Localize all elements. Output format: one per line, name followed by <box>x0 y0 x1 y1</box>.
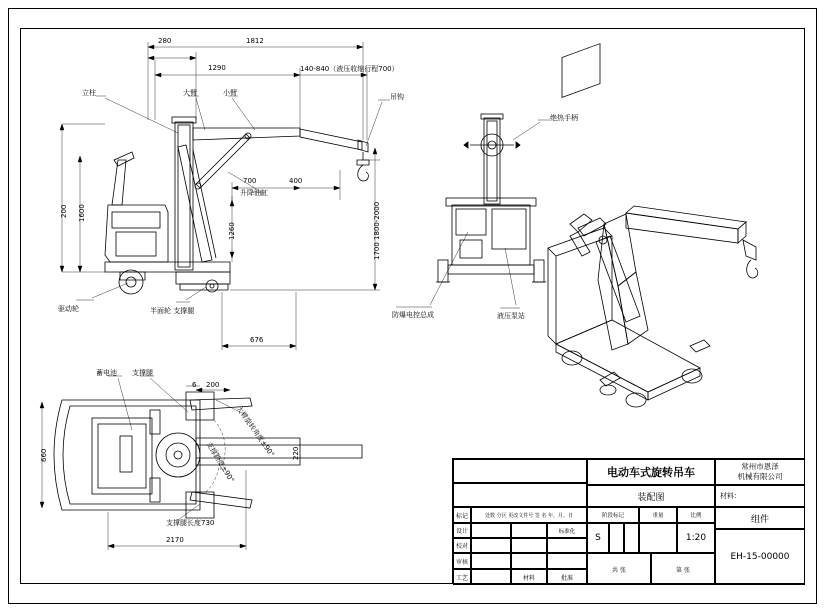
tb-stage-blank-2 <box>624 523 639 553</box>
tb-sign-3 <box>471 553 511 569</box>
tb-stage-header: 阶段标记 <box>587 507 639 523</box>
callout-support-leg-length: 支撑腿长度730 <box>166 519 215 527</box>
dim-700: 700 <box>243 177 257 185</box>
tb-row-sub-2 <box>547 538 587 553</box>
tb-row-sub-1: 标准化 <box>547 523 587 538</box>
callout-hand-brake: 绝热手柄 <box>550 114 578 122</box>
callout-drive-wheel: 驱动轮 <box>58 305 79 313</box>
callout-support-leg: 支撑腿 <box>132 369 153 377</box>
tb-material-col: 材料 <box>511 569 547 585</box>
material-label: 材料： <box>715 485 805 507</box>
dim-1812: 1812 <box>246 37 264 45</box>
company-name <box>715 459 805 485</box>
dim-220-top: 220 <box>292 446 300 460</box>
tb-revision-block <box>453 459 587 483</box>
tb-date-1 <box>511 523 547 538</box>
dim-6-top: 6 <box>192 381 197 389</box>
material-value: 组件 <box>715 507 805 529</box>
dim-200-top: 200 <box>206 381 220 389</box>
tb-sign-2 <box>471 538 511 553</box>
tb-row-sub-0: 处数 分区 更改文件号 签 名 年、月、日 <box>471 507 587 523</box>
drawing-subtitle: 装配图 <box>587 485 715 507</box>
tb-weight-header: 重量 <box>639 507 677 523</box>
tb-row-label-3: 审核 <box>453 553 471 569</box>
tb-weight-value <box>639 523 677 553</box>
tb-row-label-4: 工艺 <box>453 569 471 585</box>
drawing-number: EH-15-00000 <box>715 529 805 585</box>
company-line-1: 常州市恩泽 <box>741 462 779 472</box>
tb-revision-block-2 <box>453 483 587 507</box>
callout-battery: 蓄电池 <box>96 369 117 377</box>
dim-676: 676 <box>250 336 264 344</box>
callout-hydraulic-pump: 液压泵站 <box>497 312 525 320</box>
tb-sheet-number: 第 张 <box>651 553 715 585</box>
dim-1700: 1700 1800-2000 <box>373 201 381 260</box>
drawing-title: 电动车式旋转吊车 <box>587 459 715 485</box>
dim-1260: 1600 <box>78 204 86 222</box>
callout-small-boom: 小臂 <box>223 89 237 97</box>
title-block <box>452 458 805 584</box>
dim-2170: 2170 <box>166 536 184 544</box>
tb-sign-4 <box>471 569 511 585</box>
dim-280: 280 <box>158 37 172 45</box>
tb-scale-value: 1:20 <box>677 523 715 553</box>
callout-rotation-angle: 大臂旋转角度±90° <box>234 404 276 459</box>
callout-mast: 立柱 <box>82 89 96 97</box>
tb-row-label-2: 校对 <box>453 538 471 553</box>
dim-400: 400 <box>289 177 303 185</box>
tb-date-3 <box>511 553 547 569</box>
company-line-2: 机械有限公司 <box>737 472 783 481</box>
callout-anti-explosion: 防爆电控总成 <box>392 311 434 319</box>
dim-1290: 1290 <box>208 64 226 72</box>
dim-140-840: 140-840（液压收缩行程700） <box>300 65 399 73</box>
callout-main-boom: 大臂 <box>183 89 197 97</box>
tb-row-sub-3 <box>547 553 587 569</box>
callout-support-span: 支撑跨度±90° <box>204 440 236 485</box>
callout-hook: 吊钩 <box>390 93 404 101</box>
dim-1600: 200 <box>60 204 68 218</box>
callout-lift-cylinder: 升降油缸 <box>240 189 268 197</box>
tb-row-label-0: 标记 <box>453 507 471 523</box>
dim-660: 660 <box>40 448 48 462</box>
callout-half-face-support: 半面轮 支撑腿 <box>150 307 195 315</box>
tb-row-label-1: 设计 <box>453 523 471 538</box>
tb-row-sub-4: 批准 <box>547 569 587 585</box>
dim-200: 1260 <box>228 222 236 240</box>
tb-stage-value: S <box>587 523 609 553</box>
tb-scale-header: 比例 <box>677 507 715 523</box>
tb-date-2 <box>511 538 547 553</box>
tb-sheet-total: 共 张 <box>587 553 651 585</box>
tb-sign-1 <box>471 523 511 538</box>
tb-stage-blank-1 <box>609 523 624 553</box>
